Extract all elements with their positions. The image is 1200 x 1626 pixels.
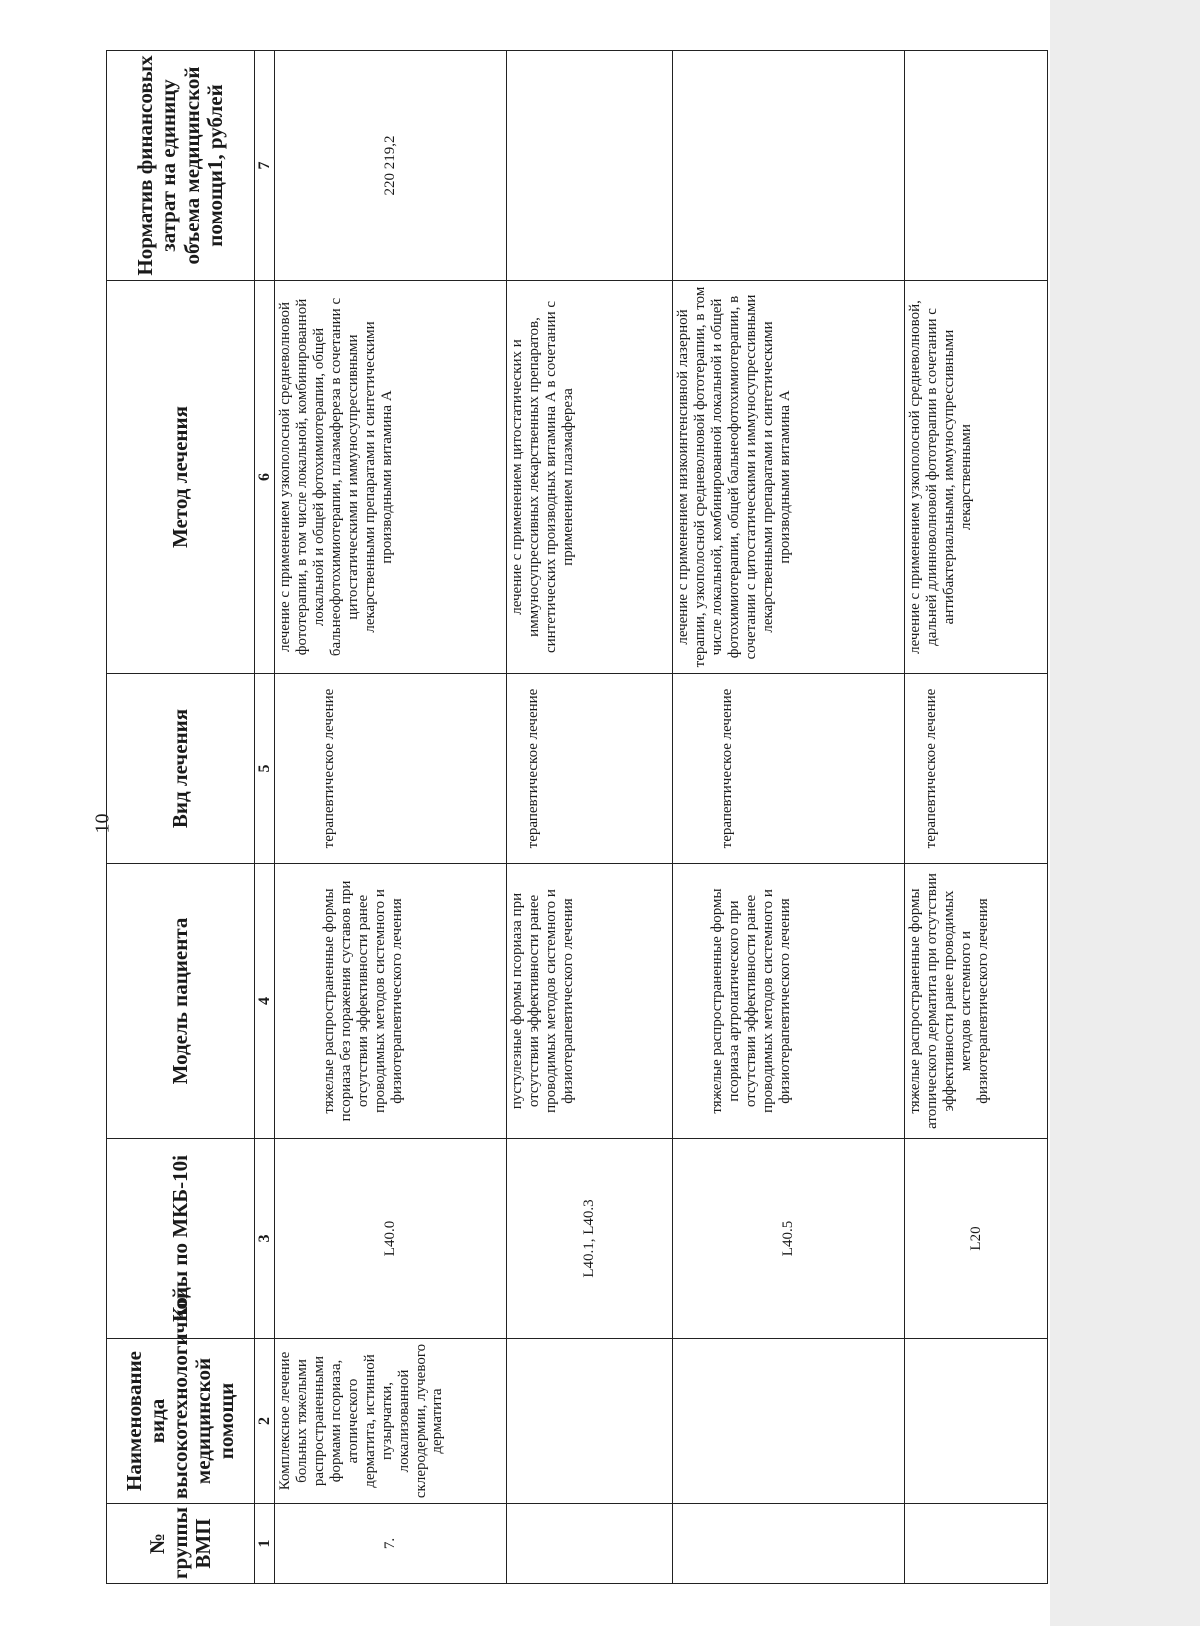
vmp-name xyxy=(673,1339,905,1504)
treatment-type: терапевтическое лечение xyxy=(507,674,673,864)
patient-model: пустулезные формы псориаза при отсутствии эффективности ранее проводимых методов системного и физиотерапевтического лечения xyxy=(507,864,673,1139)
column-number: 7 xyxy=(255,51,275,281)
vmp-name xyxy=(905,1339,1048,1504)
rotated-table-container xyxy=(106,51,1048,1584)
treatment-type: терапевтическое лечение xyxy=(673,674,905,864)
patient-model: тяжелые распространенные формы атопического дерматита при отсутствии эффективности ранее проводимых методов системного и физиотерапевтического лечения xyxy=(905,864,1048,1139)
treatment-type: терапевтическое лечение xyxy=(275,674,507,864)
header-cell: Коды по МКБ-10i xyxy=(107,1139,255,1339)
icd-code: L20 xyxy=(905,1139,1048,1339)
vmp-name xyxy=(507,1339,673,1504)
patient-model: тяжелые распространенные формы псориаза артропатического при отсутствии эффективности ранее проводимых методов системного и физиотерапевтического лечения xyxy=(673,864,905,1139)
header-cell: Вид лечения xyxy=(107,674,255,864)
header-cell: Наименование вида высокотехнологичной медицинской помощи xyxy=(107,1339,255,1504)
treatment-type: терапевтическое лечение xyxy=(905,674,1048,864)
page-number: 10 xyxy=(91,813,114,834)
scan-margin xyxy=(1050,0,1200,1626)
patient-model: тяжелые распространенные формы псориаза без поражения суставов при отсутствии эффективности ранее проводимых методов системного и физиотерапевтического лечения xyxy=(275,864,507,1139)
icd-code: L40.5 xyxy=(673,1139,905,1339)
vmp-name: Комплексное лечение больных тяжелыми распространенными формами псориаза, атопического дерматита, истинной пузырчатки, локализованной склеродермии, лучевого дерматита xyxy=(275,1339,507,1504)
table-row xyxy=(905,51,1048,1584)
column-number: 3 xyxy=(255,1139,275,1339)
header-cell: Метод лечения xyxy=(107,281,255,674)
icd-code: L40.1, L40.3 xyxy=(507,1139,673,1339)
cost-norm xyxy=(905,51,1048,281)
column-number: 4 xyxy=(255,864,275,1139)
group-number xyxy=(507,1504,673,1584)
table-row xyxy=(507,51,673,1584)
group-number: 7. xyxy=(275,1504,507,1584)
treatment-method: лечение с применением узкополосной средневолновой, дальней длинноволновой фототерапии в сочетании с антибактериальными, иммуносупрессивными лекарственными xyxy=(905,281,1048,674)
cost-norm: 220 219,2 xyxy=(275,51,507,281)
header-cell: Модель пациента xyxy=(107,864,255,1139)
treatment-method: лечение с применением цитостатических и иммуносупрессивных лекарственных препаратов, синтетических производных витамина А в сочетании с применением плазмафереза xyxy=(507,281,673,674)
group-number xyxy=(905,1504,1048,1584)
cost-norm xyxy=(673,51,905,281)
treatment-method: лечение с применением узкополосной средневолновой фототерапии, в том числе локальной, комбинированной локальной и общей фотохимиотерапии, общей бальнеофотохимиотерапии, плазмафереза в сочетании с цитостатическими и иммуносупрессивными лекарственными препаратами и синтетическими производными витамина А xyxy=(275,281,507,674)
icd-code: L40.0 xyxy=(275,1139,507,1339)
header-row xyxy=(107,51,255,1584)
column-number-row xyxy=(255,51,275,1584)
column-number: 6 xyxy=(255,281,275,674)
table-row xyxy=(275,51,507,1584)
header-cell: № группы ВМП xyxy=(107,1504,255,1584)
group-number xyxy=(673,1504,905,1584)
treatment-method: лечение с применением низкоинтенсивной лазерной терапии, узкополосной средневолновой фототерапии, в том числе локальной, комбинированной локальной и общей фотохимиотерапии, общей бальнеофотохимиотерапии, в сочетании с цитостатическими и иммуносупрессивными лекарственными препаратами и синтетическими производными витамина А xyxy=(673,281,905,674)
column-number: 2 xyxy=(255,1339,275,1504)
vmp-table xyxy=(106,50,1048,1584)
cost-norm xyxy=(507,51,673,281)
column-number: 5 xyxy=(255,674,275,864)
column-number: 1 xyxy=(255,1504,275,1584)
table-row xyxy=(673,51,905,1584)
header-cell: Норматив финансовых затрат на единицу объема медицинской помощи1, рублей xyxy=(107,51,255,281)
